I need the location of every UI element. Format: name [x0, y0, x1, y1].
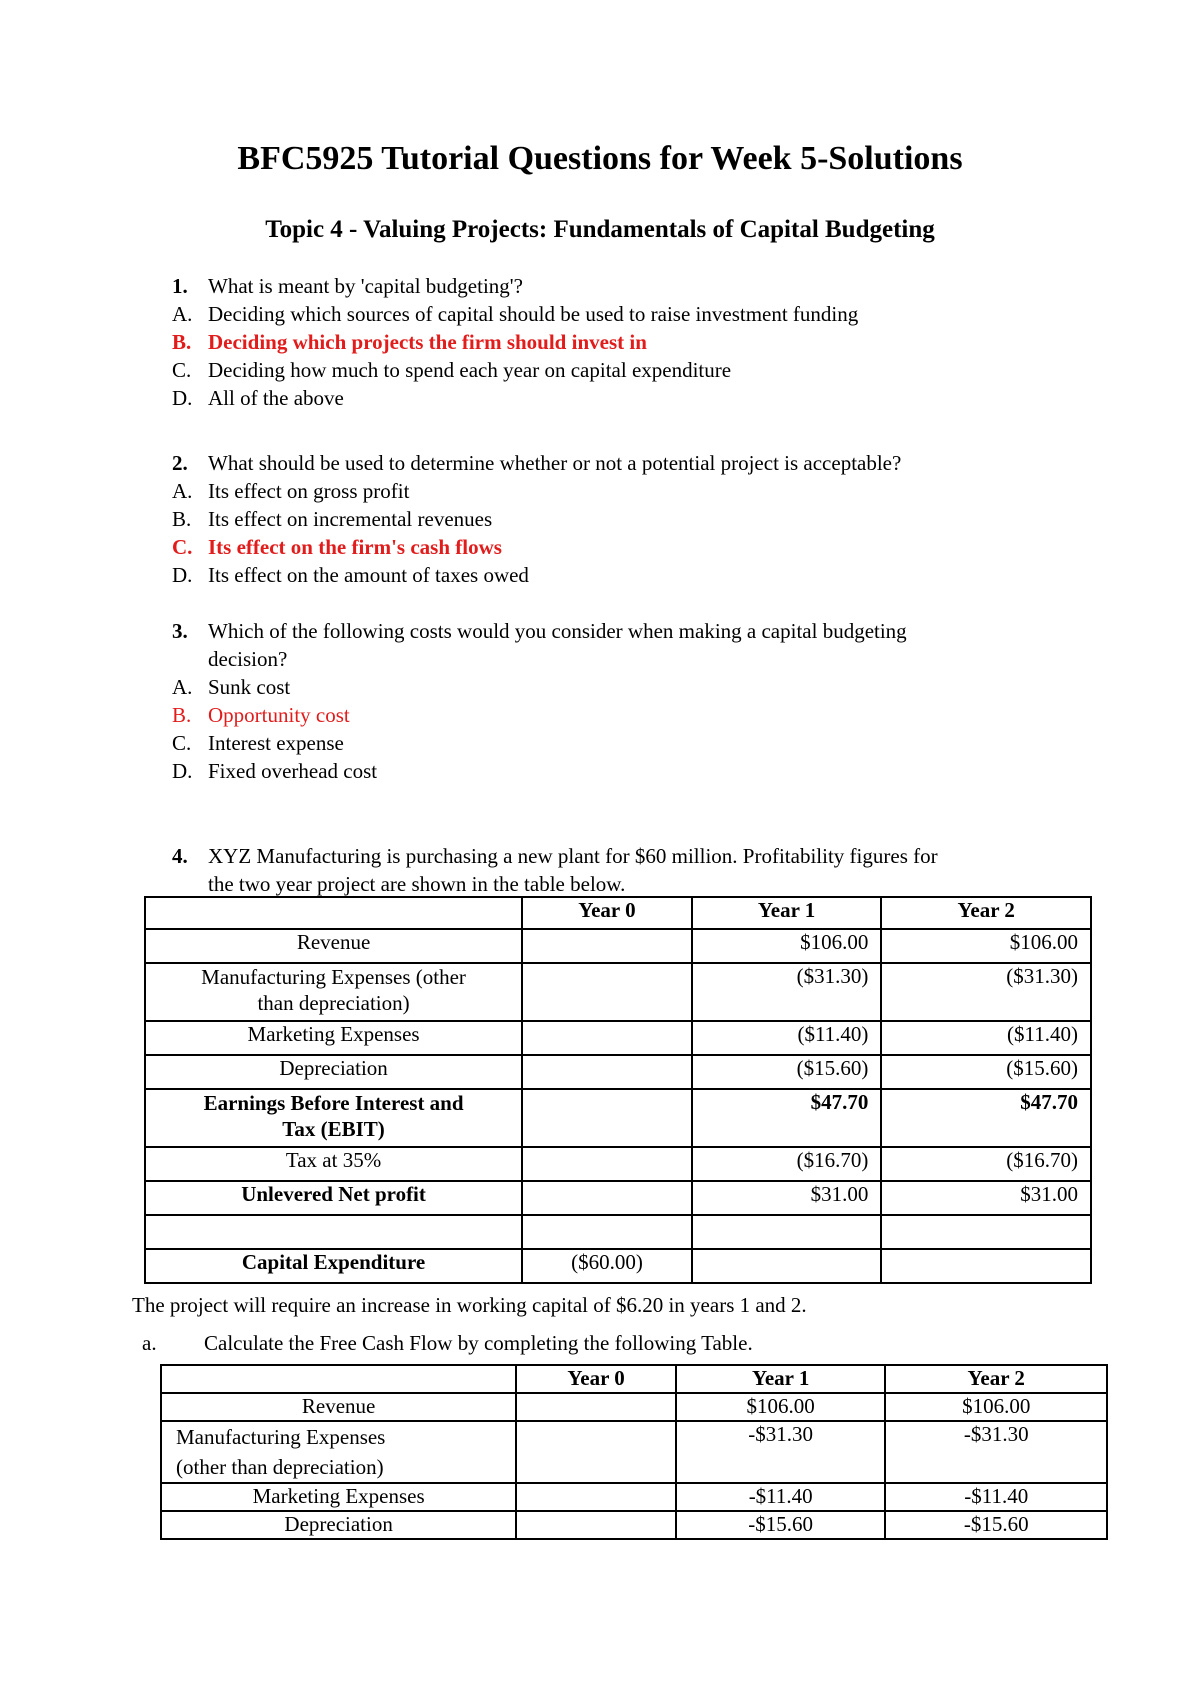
table-cell	[692, 1249, 882, 1283]
row-label: Manufacturing Expenses (other than depreciation)	[161, 1421, 516, 1483]
table-cell	[516, 1393, 676, 1421]
profitability-table	[144, 896, 1092, 1284]
row-label: Depreciation	[145, 1055, 522, 1089]
table-cell	[692, 1215, 882, 1249]
question-text: XYZ Manufacturing is purchasing a new plant for $60 million. Profitability figures for	[208, 844, 938, 868]
table-row	[145, 1215, 1091, 1249]
table-header-cell: Year 0	[522, 897, 692, 929]
table-cell	[522, 929, 692, 963]
table-header-row	[161, 1365, 1107, 1393]
option-label: C.	[172, 358, 192, 382]
question-text-continued: the two year project are shown in the table below.	[208, 872, 626, 896]
table-header-cell: Year 1	[692, 897, 882, 929]
option-label: A.	[172, 479, 193, 503]
document-subtitle: Topic 4 - Valuing Projects: Fundamentals of Capital Budgeting	[265, 216, 935, 243]
table-cell: $31.00	[881, 1181, 1091, 1215]
option-text: Its effect on incremental revenues	[208, 507, 493, 531]
row-label: Earnings Before Interest and Tax (EBIT)	[145, 1089, 522, 1147]
row-label: Capital Expenditure	[145, 1249, 522, 1283]
table-header-cell	[161, 1365, 516, 1393]
working-capital-note: The project will require an increase in working capital of $6.20 in years 1 and 2.	[132, 1293, 807, 1317]
option-label: A.	[172, 302, 193, 326]
option-label: C.	[172, 731, 192, 755]
part-a-label: a.	[142, 1331, 157, 1355]
option-text: Its effect on the amount of taxes owed	[208, 563, 529, 587]
option-text: Deciding which sources of capital should be used to raise investment funding	[208, 302, 859, 326]
table-cell	[522, 1181, 692, 1215]
option-text: Interest expense	[208, 731, 344, 755]
table-cell: -$31.30	[676, 1421, 886, 1483]
table-row	[161, 1483, 1107, 1511]
table-cell	[522, 1089, 692, 1147]
option-text: Sunk cost	[208, 675, 291, 699]
row-label: Unlevered Net profit	[145, 1181, 522, 1215]
row-label: Revenue	[145, 929, 522, 963]
table-row	[161, 1393, 1107, 1421]
table-header-cell: Year 2	[885, 1365, 1107, 1393]
correct-option-text: Opportunity cost	[208, 703, 350, 727]
option-label: B.	[172, 507, 192, 531]
option-label: D.	[172, 386, 193, 410]
table-cell: ($31.30)	[881, 963, 1091, 1021]
table-cell: $31.00	[692, 1181, 882, 1215]
table-cell	[522, 1215, 692, 1249]
question-text: What should be used to determine whether or not a potential project is acceptable?	[208, 451, 902, 475]
table-cell	[516, 1483, 676, 1511]
question-text: Which of the following costs would you consider when making a capital budgeting	[208, 619, 907, 643]
table-cell: $106.00	[676, 1393, 886, 1421]
table-cell: -$15.60	[885, 1511, 1107, 1539]
part-a	[142, 1331, 753, 1356]
question-text-continued: decision?	[208, 647, 288, 671]
question-number: 2.	[172, 451, 188, 475]
table-cell: ($16.70)	[881, 1147, 1091, 1181]
table-cell: $106.00	[692, 929, 882, 963]
table-cell	[881, 1215, 1091, 1249]
table-header-cell: Year 2	[881, 897, 1091, 929]
option-text: All of the above	[208, 386, 344, 410]
table-row	[145, 929, 1091, 963]
table-cell	[522, 1021, 692, 1055]
correct-option-text: Its effect on the firm's cash flows	[208, 535, 502, 559]
question-number: 1.	[172, 274, 188, 298]
question-number: 4.	[172, 844, 188, 868]
row-label: Manufacturing Expenses (other than depreciation)	[145, 963, 522, 1021]
table-row	[145, 1089, 1091, 1147]
table-row	[145, 1021, 1091, 1055]
table-cell: $47.70	[692, 1089, 882, 1147]
table-row	[145, 1181, 1091, 1215]
document-title: BFC5925 Tutorial Questions for Week 5-Solutions	[237, 140, 963, 177]
table-cell: ($60.00)	[522, 1249, 692, 1283]
table-cell: ($31.30)	[692, 963, 882, 1021]
table-cell	[522, 963, 692, 1021]
table-cell: $106.00	[881, 929, 1091, 963]
row-label: Tax at 35%	[145, 1147, 522, 1181]
correct-option-label: B.	[172, 703, 192, 727]
option-label: D.	[172, 759, 193, 783]
question-text: What is meant by 'capital budgeting'?	[208, 274, 523, 298]
table-cell: -$11.40	[676, 1483, 886, 1511]
table-cell	[516, 1511, 676, 1539]
table-cell	[145, 1215, 522, 1249]
table-cell	[522, 1147, 692, 1181]
row-label: Marketing Expenses	[145, 1021, 522, 1055]
table-cell: $47.70	[881, 1089, 1091, 1147]
correct-option-label: C.	[172, 535, 193, 559]
table-row	[145, 1055, 1091, 1089]
table-cell: $106.00	[885, 1393, 1107, 1421]
free-cash-flow-table	[160, 1364, 1108, 1540]
table-row	[145, 963, 1091, 1021]
option-label: D.	[172, 563, 193, 587]
table-row	[161, 1511, 1107, 1539]
table-header-row	[145, 897, 1091, 929]
table-cell: -$15.60	[676, 1511, 886, 1539]
row-label: Revenue	[161, 1393, 516, 1421]
correct-option-text: Deciding which projects the firm should invest in	[208, 330, 647, 354]
row-label: Marketing Expenses	[161, 1483, 516, 1511]
part-a-text: Calculate the Free Cash Flow by completing the following Table.	[204, 1331, 753, 1355]
table-cell: ($16.70)	[692, 1147, 882, 1181]
table-cell: ($15.60)	[692, 1055, 882, 1089]
table-row	[145, 1147, 1091, 1181]
option-label: A.	[172, 675, 193, 699]
table-row	[145, 1249, 1091, 1283]
table-header-cell: Year 0	[516, 1365, 676, 1393]
option-text: Fixed overhead cost	[208, 759, 378, 783]
table-row	[161, 1421, 1107, 1483]
table-header-cell	[145, 897, 522, 929]
table-cell	[522, 1055, 692, 1089]
table-cell	[516, 1421, 676, 1483]
table-header-cell: Year 1	[676, 1365, 886, 1393]
option-text: Its effect on gross profit	[208, 479, 410, 503]
table-cell: -$31.30	[885, 1421, 1107, 1483]
question-number: 3.	[172, 619, 188, 643]
correct-option-label: B.	[172, 330, 192, 354]
table-cell: -$11.40	[885, 1483, 1107, 1511]
table-cell	[881, 1249, 1091, 1283]
table-cell: ($15.60)	[881, 1055, 1091, 1089]
row-label: Depreciation	[161, 1511, 516, 1539]
option-text: Deciding how much to spend each year on capital expenditure	[208, 358, 732, 382]
table-cell: ($11.40)	[881, 1021, 1091, 1055]
table-cell: ($11.40)	[692, 1021, 882, 1055]
